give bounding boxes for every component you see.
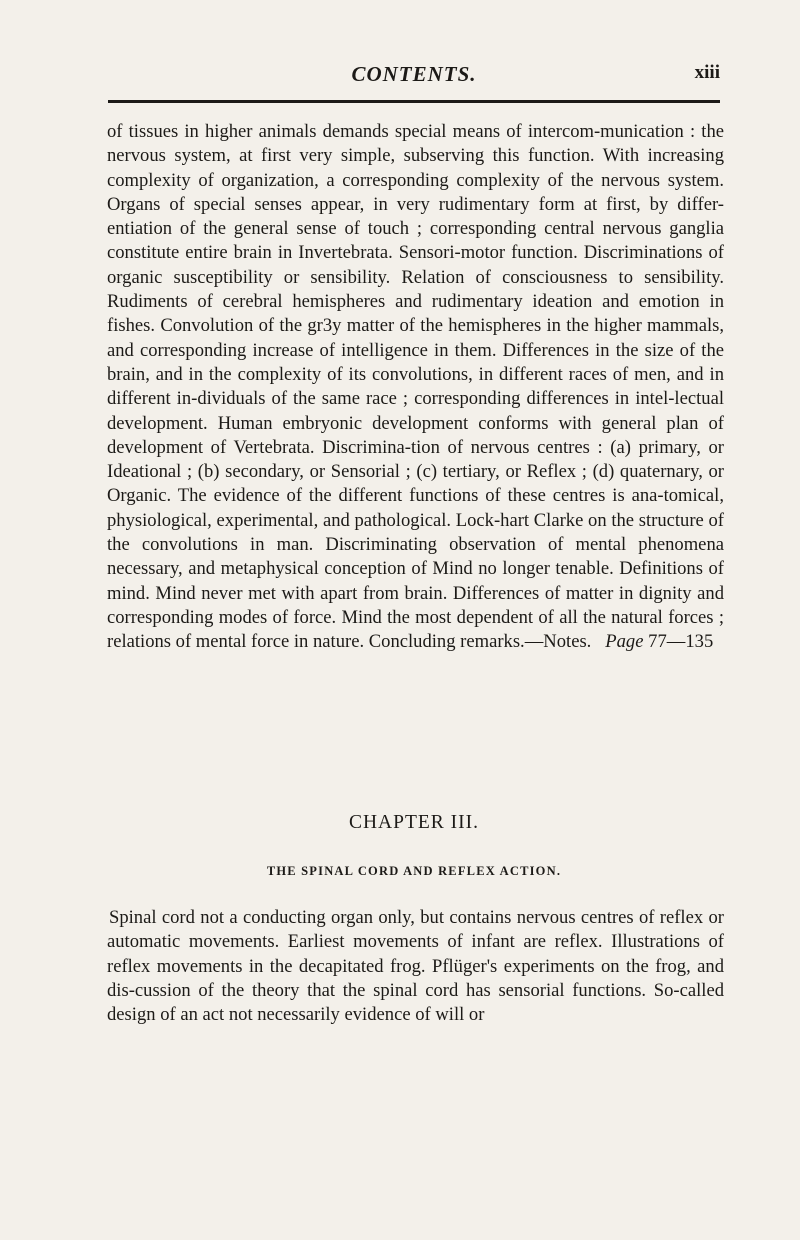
contents-paragraph-text: of tissues in higher animals demands special means of intercom-munication : the nervous system, at first very simple, subserving this function. With increasing complexity of organization, a corresponding complexity of the nervous system. Organs of special senses appear, in very rudimentary form at first, by differ-entiation of the general sense of touch ; corresponding central nervous ganglia constitute entire brain in Invertebrata. Sensori-motor function. Discriminations of organic susceptibility or sensibility. Relation of consciousness to sensibility. Rudiments of cerebral hemispheres and rudimentary ideation and emotion in fishes. Convolution of the gr3y matter of the hemispheres in the higher mammals, and corresponding increase of intelligence in them. Differences in the size of the brain, and in the complexity of its convolutions, in different races of men, and in different in-dividuals of the same race ; corresponding differences in intel-lectual development. Human embryonic development conforms with general plan of development of Vertebrata. Discrimina-tion of nervous centres : (a) primary, or Ideational ; (b) secondary, or Sensorial ; (c) tertiary, or Reflex ; (d) quaternary, or Organic. The evidence of the different functions of these centres is ana-tomical, physiological, experimental, and pathological. Lock-hart Clarke on the structure of the convolutions in man. Discriminating observation of mental phenomena necessary, and metaphysical conception of Mind no longer tenable. Definitions of mind. Mind never met with apart from brain. Differences of matter in dignity and corresponding modes of force. Mind the most dependent of all the natural forces ; relations of mental force in nature. Concluding remarks.—Notes.	[107, 121, 724, 653]
page-range: 77—135	[648, 631, 714, 653]
running-head: CONTENTS.	[351, 62, 477, 86]
chapter-subtitle: THE SPINAL CORD AND REFLEX ACTION.	[266, 864, 562, 878]
contents-paragraph-chapter-iii	[107, 906, 724, 1027]
page-header	[108, 62, 720, 92]
header-rule	[108, 100, 720, 103]
chapter-title: CHAPTER III.	[348, 812, 480, 833]
page-label: Page	[605, 631, 644, 653]
page-number: xiii	[694, 62, 720, 83]
contents-paragraph-chapter-ii	[107, 120, 724, 655]
chapter-iii-text: Spinal cord not a conducting organ only, but contains nervous centres of reflex or automatic movements. Earliest movements of infant are reflex. Illustrations of reflex movements in the decapitated frog. Pflüger's experiments on the frog, and dis-cussion of the theory that the spinal cord has sensorial functions. So-called design of an act not necessarily evidence of will or	[107, 907, 724, 1026]
